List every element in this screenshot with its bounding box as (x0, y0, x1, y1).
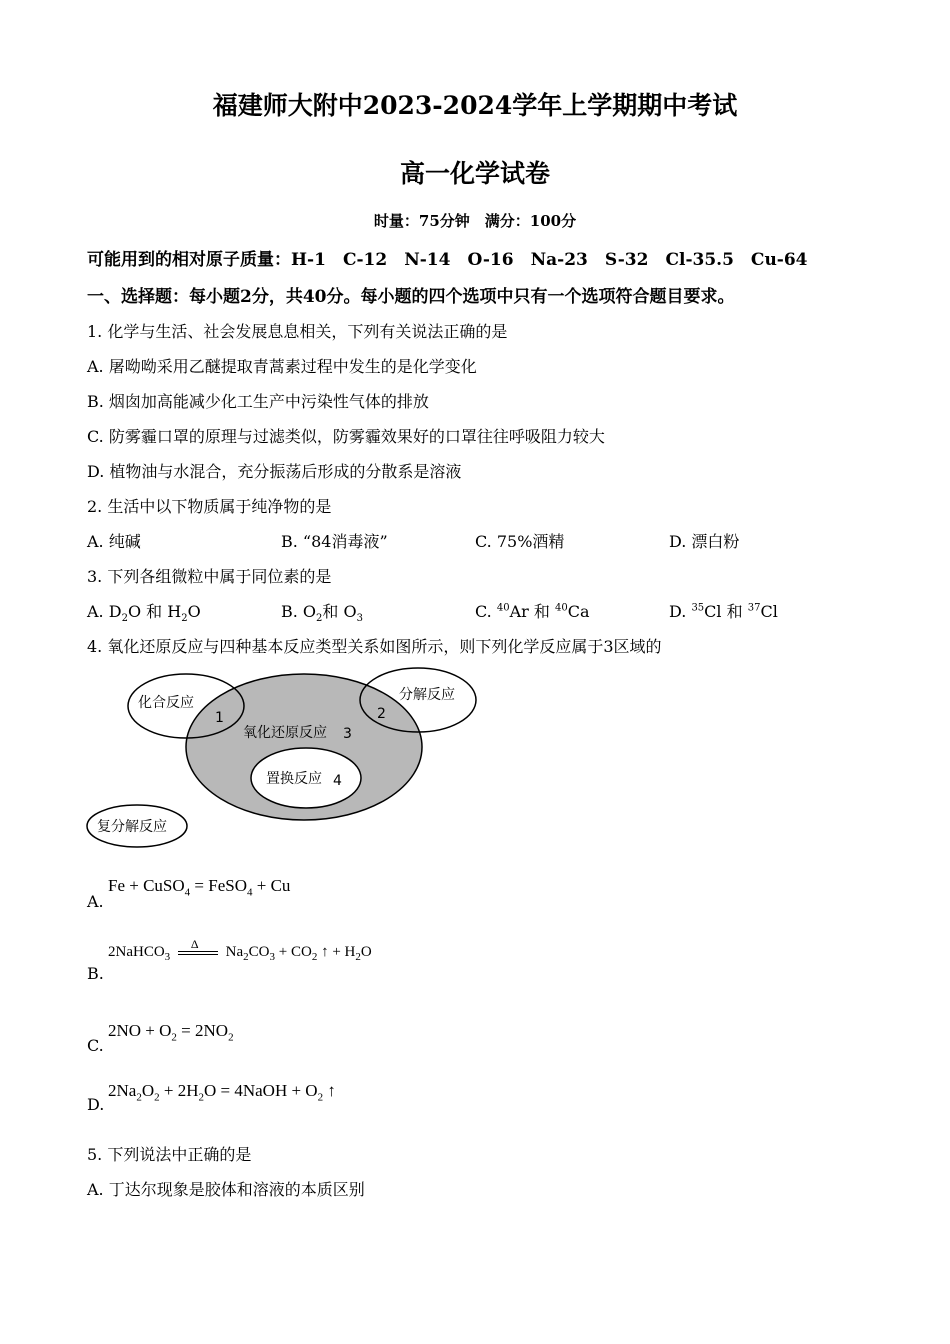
q2-stem: 2. 生活中以下物质属于纯净物的是 (87, 497, 332, 516)
q2-option-a: A. 纯碱 (87, 532, 141, 551)
q4-option-a-label: A. (87, 892, 104, 911)
region-3-label: 3 (343, 726, 352, 742)
q1-option-c: C. 防雾霾口罩的原理与过滤类似，防雾霾效果好的口罩往往呼吸阻力较大 (87, 427, 605, 446)
exam-meta: 时量：75分钟 满分：100分 (373, 212, 577, 230)
atomic-masses: 可能用到的相对原子质量：H-1 C-12 N-14 O-16 Na-23 S-32 Cl-35.5 Cu-64 (87, 250, 808, 270)
combination-label: 化合反应 (138, 695, 194, 711)
q3-option-a: A. $D_2O$ 和 $H_2O$ (87, 602, 201, 625)
q4-option-d-label: D. (87, 1095, 105, 1114)
q3-option-c: C. $^{40}$Ar 和 $^{40}$Ca (475, 602, 590, 621)
reaction-type-diagram (80, 660, 500, 860)
q2-option-b: B. “84消毒液” (281, 532, 388, 551)
q2-option-d: D. 漂白粉 (669, 532, 740, 551)
q3-option-d: D. $^{35}$Cl 和 $^{37}$Cl (669, 602, 778, 621)
q4-equation-a: Fe + CuSO$_4$ = FeSO$_4$ + Cu (108, 876, 291, 899)
q1-option-b: B. 烟囱加高能减少化工生产中污染性气体的排放 (87, 392, 429, 411)
exam-subtitle: 高一化学试卷 (399, 159, 550, 188)
q4-equation-d: $2Na_2O_2 + 2H_2O$ = 4NaOH + $O_2$ ↑ (108, 1081, 336, 1104)
q5-stem: 5. 下列说法中正确的是 (87, 1145, 252, 1164)
q5-option-a: A. 丁达尔现象是胶体和溶液的本质区别 (87, 1180, 365, 1199)
q1-option-d: D. 植物油与水混合，充分振荡后形成的分散系是溶液 (87, 462, 462, 481)
section-heading: 一、选择题：每小题2分，共40分。每小题的四个选项中只有一个选项符合题目要求。 (87, 287, 735, 307)
region-1-label: 1 (215, 710, 224, 726)
q3-option-b: B. $O_2$和 $O_3$ (281, 602, 364, 625)
region-4-label: 4 (333, 773, 342, 789)
q3-stem: 3. 下列各组微粒中属于同位素的是 (87, 567, 332, 586)
decomposition-label: 分解反应 (399, 687, 455, 703)
q4-stem: 4. 氧化还原反应与四种基本反应类型关系如图所示，则下列化学反应属于3区域的 (87, 637, 662, 656)
q4-option-c-label: C. (87, 1036, 104, 1055)
q4-option-b-label: B. (87, 964, 104, 983)
double-decomposition-label: 复分解反应 (97, 819, 167, 835)
region-2-label: 2 (377, 706, 386, 722)
exam-title: 福建师大附中2023-2024学年上学期期中考试 (212, 91, 738, 120)
q1-stem: 1. 化学与生活、社会发展息息相关，下列有关说法正确的是 (87, 322, 508, 341)
heat-condition: Δ (178, 951, 218, 955)
q1-option-a: A. 屠呦呦采用乙醚提取青蒿素过程中发生的是化学变化 (87, 357, 477, 376)
q2-option-c: C. 75%酒精 (475, 532, 565, 551)
q4-equation-b: 2NaHCO$_3$ Δ $Na_2CO_3 + CO_2$ ↑ + $H_2O$ (108, 936, 372, 963)
displacement-label: 置换反应 (266, 771, 322, 787)
redox-label: 氧化还原反应 (243, 725, 327, 741)
q4-equation-c: $2NO + O_2 = 2NO_2$ (108, 1021, 234, 1044)
